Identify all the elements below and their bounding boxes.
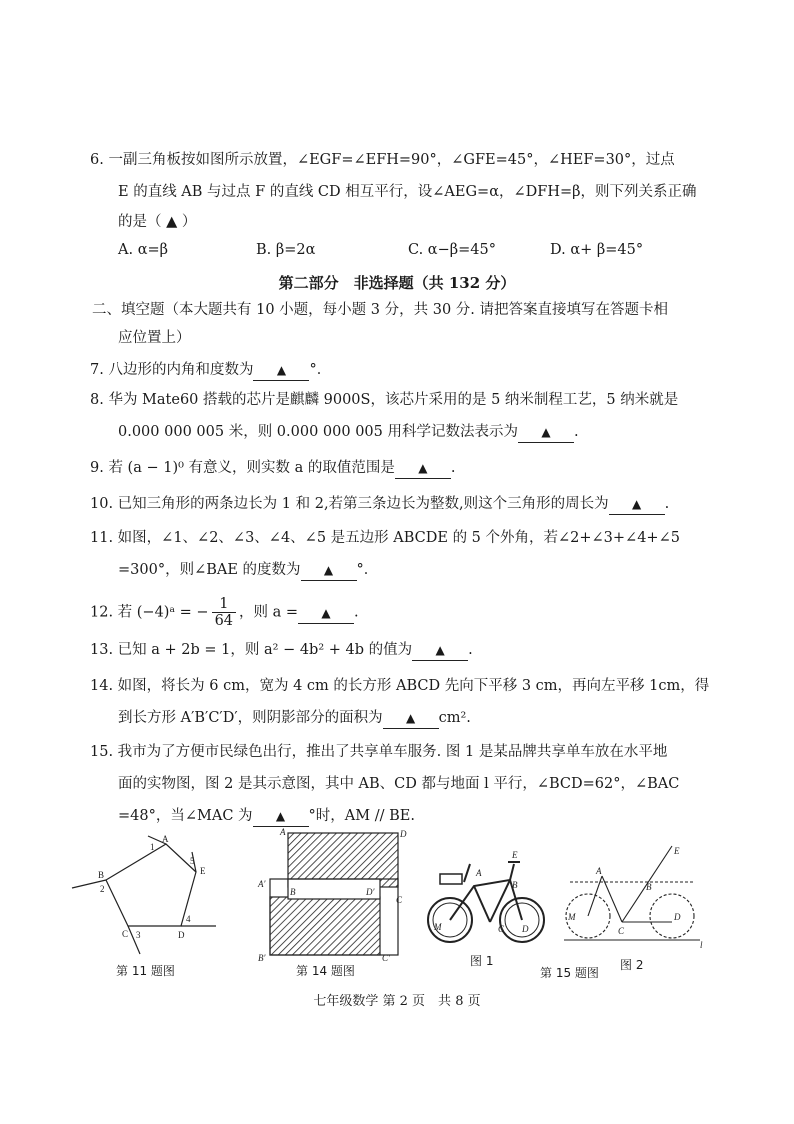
q6-option-c: C. α−β=45°	[408, 242, 496, 258]
q9-suffix: .	[450, 460, 456, 476]
svg-text:A: A	[596, 866, 602, 876]
q12-suffix: .	[354, 604, 359, 621]
caption-fig11: 第 11 题图	[116, 964, 175, 978]
svg-text:B: B	[512, 880, 518, 890]
svg-text:4: 4	[186, 914, 191, 924]
q8-line1: 8. 华为 Mate60 搭载的芯片是麒麟 9000S，该芯片采用的是 5 纳米制程工艺，5 纳米就是	[90, 392, 679, 408]
q10	[90, 494, 669, 515]
svg-text:B: B	[290, 887, 296, 897]
q10-answer-blank	[609, 494, 665, 515]
caption-fig1: 图 1	[470, 954, 494, 968]
svg-text:C: C	[618, 926, 625, 936]
q15-line1: 15. 我市为了方便市民绿色出行，推出了共享单车服务. 图 1 是某品牌共享单车放在水平地	[90, 744, 668, 760]
q9-text: 9. 若 (a − 1)⁰ 有意义，则实数 a 的取值范围是	[90, 460, 395, 476]
q14-line2	[118, 708, 471, 729]
svg-text:A′: A′	[258, 879, 266, 889]
svg-text:C: C	[122, 929, 129, 939]
q12-fraction	[212, 596, 236, 629]
q12	[90, 596, 359, 629]
answer-mark: ▲	[276, 363, 287, 377]
svg-text:B′: B′	[258, 953, 266, 963]
q6-option-b: B. β=2α	[256, 242, 316, 258]
q8-line2	[118, 422, 579, 443]
caption-fig2: 图 2	[620, 958, 644, 972]
figure-q11-pentagon	[66, 830, 226, 960]
svg-text:M: M	[434, 922, 442, 932]
page-footer: 七年级数学 第 2 页 共 8 页	[313, 994, 481, 1009]
answer-mark: ▲	[323, 563, 334, 577]
q14-line1: 14. 如图，将长为 6 cm，宽为 4 cm 的长方形 ABCD 先向下平移 3 cm，再向左平移 1cm，得	[90, 678, 710, 694]
q11-line1: 11. 如图，∠1、∠2、∠3、∠4、∠5 是五边形 ABCDE 的 5 个外角，若∠2+∠3+∠4+∠5	[90, 530, 680, 546]
answer-mark: ▲	[406, 711, 416, 725]
svg-text:l: l	[700, 940, 703, 950]
q15-line3	[118, 806, 415, 827]
q12-denominator: 64	[214, 613, 234, 629]
q13-text: 13. 已知 a + 2b = 1，则 a² − 4b² + 4b 的值为	[90, 642, 413, 658]
answer-mark: ▲	[541, 425, 551, 439]
svg-text:E: E	[512, 850, 518, 860]
svg-text:E: E	[200, 866, 206, 876]
svg-text:D: D	[522, 924, 529, 934]
q15-line2: 面的实物图，图 2 是其示意图，其中 AB、CD 都与地面 l 平行，∠BCD=62°，∠BAC	[118, 776, 680, 792]
q12-answer-blank	[298, 603, 354, 624]
caption-fig14: 第 14 题图	[296, 964, 355, 978]
q8-answer-blank	[518, 422, 574, 443]
figure-q14-rectangles	[252, 825, 412, 965]
answer-mark: ▲	[632, 497, 642, 511]
fill-header-line2: 应位置上）	[118, 330, 191, 346]
q13-answer-blank	[412, 640, 468, 661]
svg-text:2: 2	[100, 884, 105, 894]
q10-suffix: .	[664, 496, 670, 512]
q12-text: 12. 若 (−4)ᵃ = −	[90, 604, 209, 621]
caption-fig15: 第 15 题图	[540, 966, 599, 980]
svg-text:D: D	[400, 829, 407, 839]
answer-mark: ▲	[435, 643, 445, 657]
q11-suffix: °．	[356, 562, 379, 578]
q15-text: =48°，当∠MAC 为	[118, 808, 253, 824]
svg-text:A: A	[476, 868, 482, 878]
q15-answer-blank	[253, 806, 309, 827]
q14-answer-blank	[383, 708, 439, 729]
svg-text:C: C	[498, 924, 505, 934]
q15-suffix: °时，AM // BE.	[308, 808, 415, 824]
answer-mark: ▲	[321, 605, 331, 620]
q6-line2: E 的直线 AB 与过点 F 的直线 CD 相互平行，设∠AEG=α，∠DFH=β，则下列关系正确	[118, 184, 697, 200]
answer-mark: ▲	[418, 461, 428, 475]
q6-option-d: D. α+ β=45°	[550, 242, 644, 258]
svg-text:B: B	[646, 882, 652, 892]
svg-text:A: A	[162, 834, 169, 844]
q14-text: 到长方形 A′B′C′D′，则阴影部分的面积为	[118, 710, 383, 726]
q12-mid: ，则 a =	[239, 604, 299, 621]
svg-text:5: 5	[190, 856, 195, 866]
svg-text:1: 1	[150, 842, 155, 852]
q8-text: 0.000 000 005 米，则 0.000 000 005 用科学记数法表示为	[118, 424, 518, 440]
part2-title: 第二部分 非选择题（共 132 分）	[278, 274, 516, 292]
svg-text:D′: D′	[366, 887, 375, 897]
svg-text:B: B	[98, 870, 105, 880]
q9-answer-blank	[395, 458, 451, 479]
svg-text:3: 3	[136, 930, 141, 940]
q11-text: =300°，则∠BAE 的度数为	[118, 562, 301, 578]
q7-text: 7. 八边形的内角和度数为	[90, 362, 254, 378]
answer-mark: ▲	[275, 809, 286, 823]
q10-text: 10. 已知三角形的两条边长为 1 和 2,若第三条边长为整数,则这个三角形的周长为	[90, 496, 609, 512]
q11-answer-blank	[301, 560, 357, 581]
svg-text:M: M	[568, 912, 576, 922]
svg-text:D: D	[178, 930, 185, 940]
q7-answer-blank	[253, 360, 309, 381]
fill-header-line1: 二、填空题（本大题共有 10 小题，每小题 3 分，共 30 分. 请把答案直接填写在答题卡相	[92, 302, 668, 318]
svg-text:C: C	[396, 895, 403, 905]
q8-suffix: .	[574, 424, 579, 440]
q13-suffix: .	[468, 642, 473, 658]
figure-bicycle-schematic	[560, 840, 710, 955]
q6-option-a: A. α=β	[118, 242, 169, 258]
svg-text:D: D	[674, 912, 681, 922]
q6-line3: 的是（ ▲ ）	[118, 214, 197, 230]
q7	[90, 360, 331, 381]
q14-suffix: cm².	[438, 710, 471, 726]
svg-text:C′: C′	[382, 953, 390, 963]
q9	[90, 458, 456, 479]
q11-line2	[118, 560, 378, 581]
q7-suffix: °．	[309, 362, 332, 378]
figure-bicycle-photo	[424, 850, 548, 950]
svg-text:E: E	[674, 846, 680, 856]
q13	[90, 640, 473, 661]
q12-numerator: 1	[212, 596, 236, 613]
q6-line1: 6. 一副三角板按如图所示放置，∠EGF=∠EFH=90°，∠GFE=45°，∠HEF=30°，过点	[90, 152, 675, 168]
svg-text:A: A	[280, 827, 286, 837]
